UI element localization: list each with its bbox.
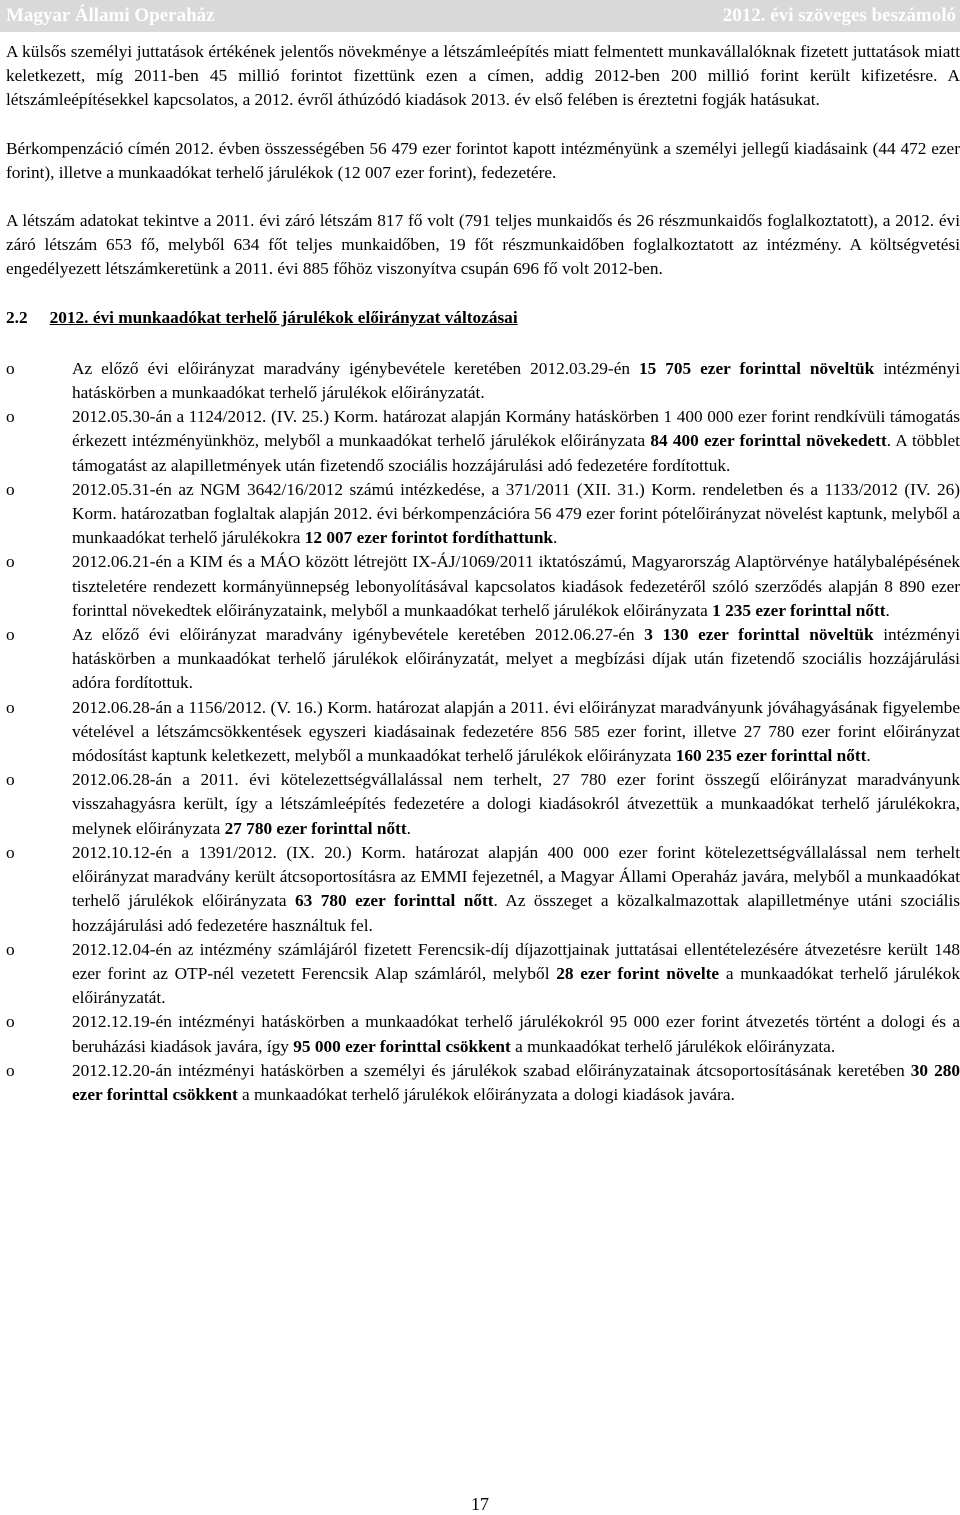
- list-item-text: 2012.10.12-én a 1391/2012. (IX. 20.) Korm. határozat alapján 400 000 ezer forint kötelezettségvállalással nem terhelt előirányzat maradvány került átcsoportosításra az EMMI fejezetnél, a Magyar Állami Operaház javára, melyből a munkaadókat terhelő járulékok előirányzata: [72, 842, 960, 911]
- list-item-amount: 15 705 ezer forinttal növeltük: [638, 358, 875, 378]
- list-item: [6, 357, 960, 405]
- list-item-text: .: [553, 528, 558, 548]
- list-item-text: . A többlet támogatást az alapilletmények után fizetendő szociális hozzájárulási adó fedezetére fordítottuk.: [72, 431, 960, 475]
- paragraph-headcount: A létszám adatokat tekintve a 2011. évi záró létszám 817 fő volt (791 teljes munkaidős és 26 részmunkaidős foglalkoztatott), a 2012. évi záró létszám 653 fő, melyből 634 főt teljes munkaidőben, 19 főt részmunkaidőben foglalkoztatott az intézmény. A költségvetési engedélyezett létszámkeretünk a 2011. évi 885 főhöz viszonyítva csupán 696 fő volt 2012-ben.: [6, 211, 960, 279]
- list-item-text: 2012.12.20-án intézményi hatáskörben a személyi és járulékok szabad előirányzatainak átcsoportosításának keretében: [72, 1060, 911, 1080]
- section-number: 2.2: [6, 307, 28, 327]
- list-item-text: intézményi hatáskörben a munkaadókat terhelő járulékok előirányzatát, melyet a megbízási díjak után fizetendő szociális hozzájárulási adóra fordítottuk.: [72, 625, 960, 693]
- list-item: [6, 696, 960, 769]
- list-item-amount: 84 400 ezer forinttal növekedett: [650, 431, 887, 451]
- section-heading: [6, 306, 960, 330]
- page-number: 17: [471, 1494, 489, 1514]
- header-organization: Magyar Állami Operaház: [6, 5, 215, 26]
- list-item: [6, 841, 960, 938]
- list-item: [6, 938, 960, 1011]
- list-item-amount: 30 280 ezer forinttal csökkent: [72, 1060, 960, 1104]
- list-item-amount: 160 235 ezer forinttal nőtt: [675, 746, 867, 766]
- paragraph-wage-compensation: Bérkompenzáció címén 2012. évben összességében 56 479 ezer forintot kapott intézményünk a személyi jellegű kiadásaink (44 472 ezer forint), illetve a munkaadókat terhelő járulékok (12 007 ezer forint), fedezetére.: [6, 138, 960, 182]
- list-item-text: 2012.06.28-án a 2011. évi kötelezettségvállalással nem terhelt, 27 780 ezer forint összegű előirányzat maradványunk visszahagyásra került, így a létszámleépítés fedezetére a dologi kiadásokról átvezettük a munkaadókat terhelő járulékokra, melynek előirányzata: [72, 770, 960, 838]
- list-item-text: .: [866, 746, 871, 766]
- list-item-text: Az előző évi előirányzat maradvány igénybevétele keretében 2012.03.29-én: [72, 358, 639, 378]
- list-item-amount: 3 130 ezer forinttal növeltük: [644, 625, 874, 645]
- list-item-amount: 27 780 ezer forinttal nőtt: [224, 818, 407, 838]
- list-item: [6, 550, 960, 623]
- header-report-title: 2012. évi szöveges beszámoló: [722, 5, 956, 26]
- list-item-amount: 28 ezer forint növelte: [556, 963, 720, 983]
- list-item: [6, 1059, 960, 1107]
- list-item-text: 2012.12.04-én az intézmény számlájáról fizetett Ferencsik-díj díjazottjainak juttatásai ellentételezésére átvezetésre került 148 ezer forint az OTP-nél vezetett Ferencsik Alap számláról, melyből: [72, 939, 960, 983]
- list-item-text: 2012.05.30-án a 1124/2012. (IV. 25.) Korm. határozat alapján Kormány hatáskörben 1 400 000 ezer forint rendkívüli támogatás érkezett intézményünkhöz, melyből a munkaadókat terhelő járulékok előirányzata: [72, 407, 960, 451]
- list-item-text: . Az összeget a közalkalmazottak alapilletménye utáni szociális hozzájárulási adó fedezetére használtuk fel.: [72, 891, 960, 935]
- list-item-text: a munkaadókat terhelő járulékok előirányzata a dologi kiadások javára.: [237, 1084, 735, 1104]
- list-item-amount: 95 000 ezer forinttal csökkent: [293, 1036, 511, 1056]
- appropriation-change-list: [6, 357, 960, 1107]
- paragraph-severance: A külsős személyi juttatások értékének jelentős növekménye a létszámleépítés miatt felmentett munkavállalóknak fizetett juttatások miatt keletkezett, míg 2011-ben 45 millió forintot fizettünk ezen a címen, addig 2012-ben 200 millió forint került kifizetésre. A létszámleépítésekkel kapcsolatos, a 2012. évről áthúzódó kiadások 2013. év első felében is éreztetni fogják hatásukat.: [6, 42, 960, 110]
- list-item-text: .: [406, 818, 411, 838]
- section-title: 2012. évi munkaadókat terhelő járulékok előirányzat változásai: [49, 307, 518, 327]
- list-item: [6, 623, 960, 696]
- list-item: [6, 478, 960, 551]
- document-body: [6, 40, 960, 1107]
- page-header: [0, 0, 960, 32]
- list-item-text: .: [885, 600, 890, 620]
- list-item-text: 2012.06.21-én a KIM és a MÁO között létrejött IX-ÁJ/1069/2011 iktatószámú, Magyarország Alaptörvénye hatálybalépésének tiszteletére rendezett kormányünnepség lebonyolításával kapcsolatos kiadások fedezetéről szóló szerződés alapján 8 890 ezer forinttal növekedtek előirányzataink, melyből a munkaadókat terhelő járulékok előirányzata: [72, 552, 960, 620]
- list-item-text: a munkaadókat terhelő járulékok előirányzatát.: [72, 963, 960, 1008]
- list-item: [6, 405, 960, 478]
- list-item-text: 2012.06.28-án a 1156/2012. (V. 16.) Korm. határozat alapján a 2011. évi előirányzat maradványunk jóváhagyásának figyelembe vételével a létszámcsökkentések egyszeri kiadásainak fedezetére 856 585 ezer forint, illetve 27 780 ezer forint előirányzat módosítást kaptunk keletkezett, melyből a munkaadókat terhelő járulékok előirányzata: [72, 697, 960, 766]
- list-item-text: Az előző évi előirányzat maradvány igénybevétele keretében 2012.06.27-én: [72, 625, 645, 645]
- list-item-amount: 63 780 ezer forinttal nőtt: [295, 891, 494, 911]
- list-item-amount: 12 007 ezer forintot fordíthattunk: [304, 528, 554, 548]
- list-item-text: intézményi hatáskörben a munkaadókat terhelő járulékok előirányzatát.: [72, 358, 960, 403]
- list-item-amount: 1 235 ezer forinttal nőtt: [712, 600, 886, 620]
- list-item: [6, 1010, 960, 1058]
- list-item-text: 2012.12.19-én intézményi hatáskörben a munkaadókat terhelő járulékokról 95 000 ezer forint átvezetés történt a dologi és a beruházási kiadások javára, így: [72, 1012, 960, 1056]
- list-item-text: 2012.05.31-én az NGM 3642/16/2012 számú intézkedése, a 371/2011 (XII. 31.) Korm. rendeletben és a 1133/2012 (IV. 26) Korm. határozatban foglaltak alapján 2012. évi bérkompenzációra 56 479 ezer forint pótelőirányzat növelést kaptunk, melyből a munkaadókat terhelő járulékokra: [72, 479, 960, 548]
- list-item-text: a munkaadókat terhelő járulékok előirányzata.: [510, 1036, 836, 1056]
- list-item: [6, 768, 960, 841]
